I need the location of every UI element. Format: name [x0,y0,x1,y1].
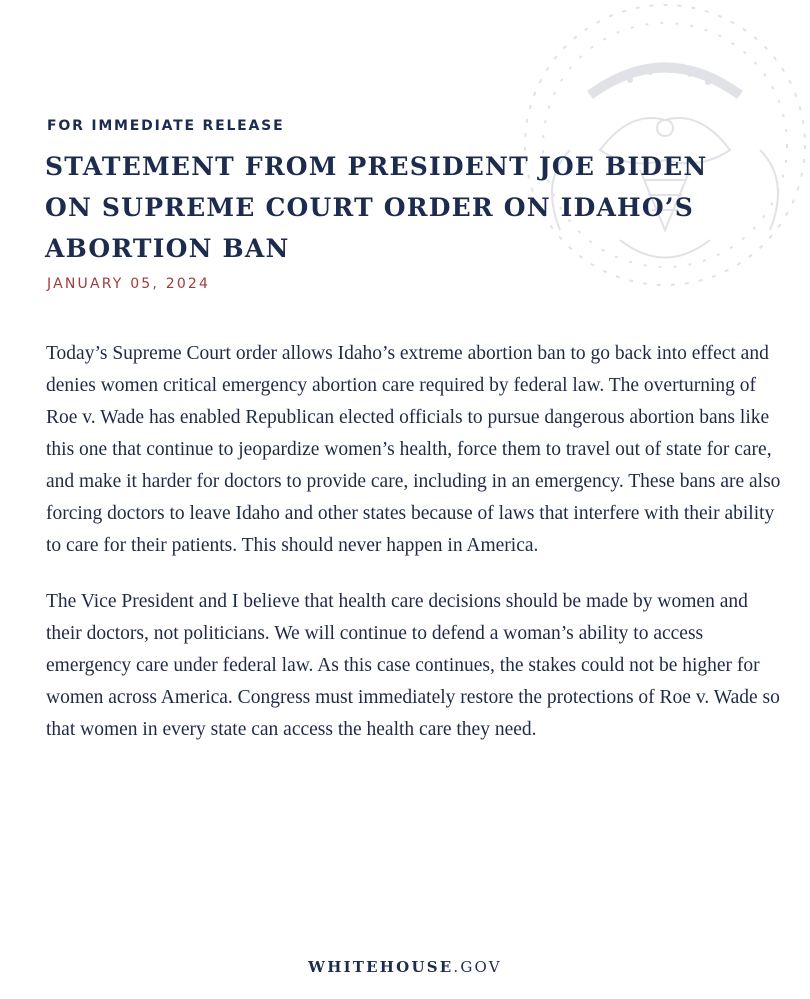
title-line: ABORTION BAN [45,234,290,263]
page-title [45,146,745,269]
statement-body [46,338,781,770]
footer-site-domain: .GOV [453,958,502,976]
body-paragraph: Today’s Supreme Court order allows Idaho’s extreme abortion ban to go back into effect and denies women critical emergency abortion care required by federal law. The overturning of Roe v. Wade has enabled Republican elected officials to pursue dangerous abortion bans like this one that continue to jeopardize women’s health, force them to travel out of state for care, and make it harder for doctors to provide care, including in an emergency. These bans are also forcing doctors to leave Idaho and other states because of laws that interfere with their ability to care for their patients. This should never happen in America. [46,343,781,556]
footer-site-name: WHITEHOUSE [308,958,454,976]
title-line: STATEMENT FROM PRESIDENT JOE BIDEN [45,152,708,181]
title-line: ON SUPREME COURT ORDER ON IDAHO’S [45,193,694,222]
body-paragraph: The Vice President and I believe that health care decisions should be made by women and their doctors, not politicians. We will continue to defend a woman’s ability to access emergency care under federal law. As this case continues, the stakes could not be higher for women across America. Congress must immediately restore the protections of Roe v. Wade so that women in every state can access the health care they need. [46,591,780,740]
footer-site-link[interactable] [0,958,810,976]
release-label: FOR IMMEDIATE RELEASE [47,118,285,134]
release-date: JANUARY 05, 2024 [47,276,211,292]
